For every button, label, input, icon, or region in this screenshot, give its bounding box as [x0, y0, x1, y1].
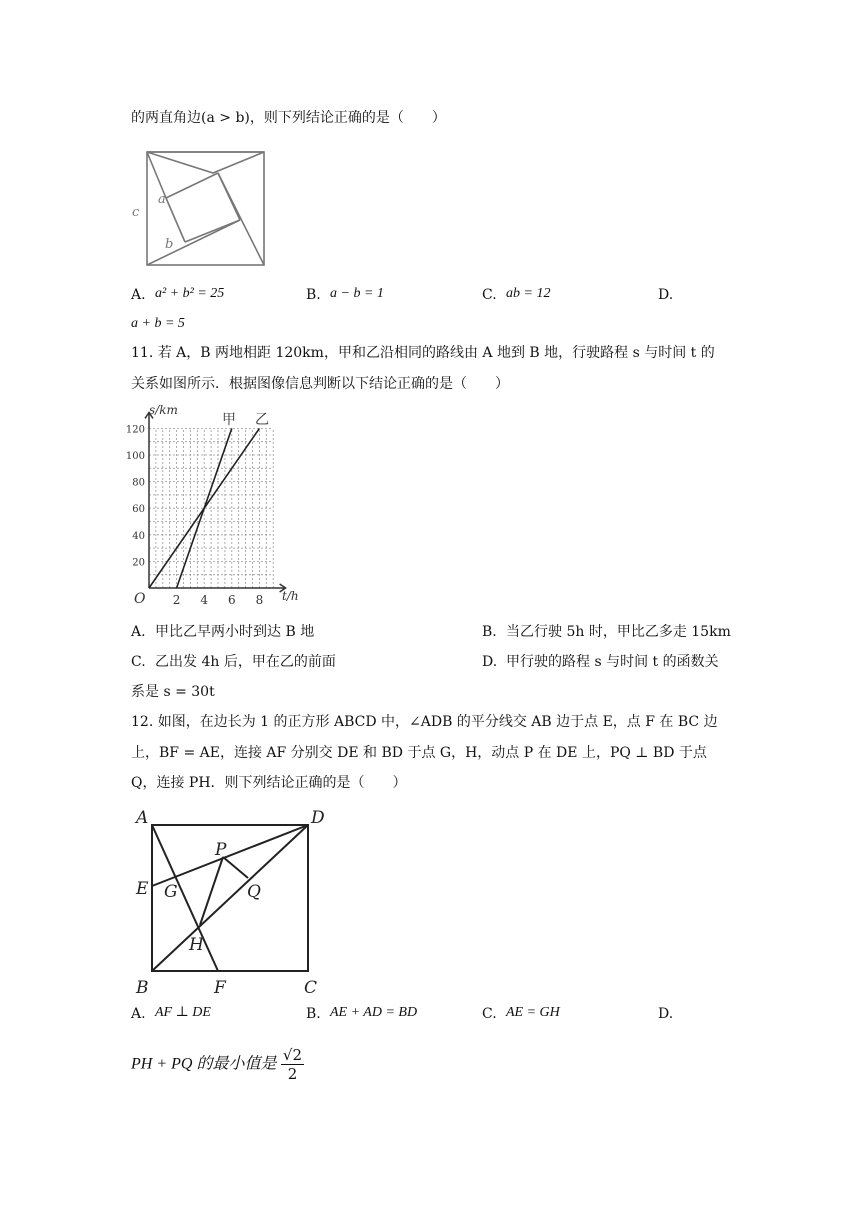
q11-distance-time-chart	[125, 400, 299, 610]
q12-stem-line3: Q，连接 PH．则下列结论正确的是（ ）	[131, 775, 407, 791]
q10-option-c-label: C.	[482, 287, 497, 303]
q10-option-a: a² + b² = 25	[155, 286, 225, 301]
q11-option-b: 当乙行驶 5h 时，甲比乙多走 15km	[506, 624, 731, 640]
y-axis-label: s/km	[149, 403, 178, 417]
x-axis-label: t/h	[282, 589, 299, 603]
label-E: E	[136, 879, 149, 899]
q12-option-d-label: D.	[658, 1006, 674, 1022]
q12-stem-line2: 上，BF = AE，连接 AF 分别交 DE 和 BD 于点 G，H，动点 P 在 DE 上，PQ ⊥ BD 于点	[131, 745, 707, 761]
q12-square-figure	[130, 805, 330, 998]
y-tick-label: 20	[132, 557, 145, 569]
series-yi-label: 乙	[255, 412, 269, 428]
q11-option-d-line1: 甲行驶的路程 s 与时间 t 的函数关	[506, 654, 719, 670]
label-Q: Q	[247, 882, 261, 902]
q10-option-d: a + b = 5	[131, 316, 185, 331]
q11-stem-line1: 11. 若 A，B 两地相距 120km，甲和乙沿相同的路线由 A 地到 B 地，行驶路程 s 与时间 t 的	[131, 345, 715, 361]
label-c: c	[132, 205, 140, 220]
y-tick-label: 80	[132, 477, 145, 489]
label-F: F	[214, 978, 226, 998]
q10-pythagoras-figure	[130, 148, 270, 270]
q10-option-b: a − b = 1	[330, 286, 384, 301]
x-tick-label: 6	[227, 593, 236, 607]
origin-label: O	[134, 591, 146, 607]
q10-option-b-label: B.	[306, 287, 321, 303]
q12-option-a-label: A.	[131, 1006, 146, 1022]
y-tick-label: 120	[125, 424, 145, 436]
q10-stem-tail: 的两直角边(a > b)，则下列结论正确的是（ ）	[131, 110, 446, 126]
q11-option-a: 甲比乙早两小时到达 B 地	[155, 624, 315, 640]
q11-option-d-line2: 系是 s = 30t	[131, 684, 215, 700]
q11-option-b-label: B.	[482, 624, 497, 640]
label-A: A	[136, 808, 149, 828]
q11-option-c: 乙出发 4h 后，甲在乙的前面	[155, 654, 336, 670]
series-jia-label: 甲	[222, 412, 236, 428]
q10-option-d-label: D.	[658, 287, 674, 303]
y-tick-label: 60	[132, 504, 145, 516]
x-tick-label: 2	[172, 593, 181, 607]
label-b: b	[165, 237, 174, 252]
q12-option-a: AF ⊥ DE	[155, 1005, 211, 1020]
label-D: D	[311, 808, 325, 828]
q12-option-d-fraction	[281, 1046, 304, 1083]
label-C: C	[304, 978, 318, 998]
q12-option-b-label: B.	[306, 1006, 321, 1022]
q12-stem-line1: 12. 如图，在边长为 1 的正方形 ABCD 中，∠ADB 的平分线交 AB 边于点 E，点 F 在 BC 边	[131, 714, 718, 730]
x-tick-label: 4	[200, 593, 209, 607]
q12-option-c: AE = GH	[506, 1005, 560, 1020]
q11-stem-line2: 关系如图所示．根据图像信息判断以下结论正确的是（ ）	[131, 376, 509, 392]
fraction-denominator: 2	[287, 1065, 298, 1083]
label-H: H	[189, 935, 204, 955]
label-a: a	[158, 192, 166, 207]
label-G: G	[164, 882, 178, 902]
q12-option-b: AE + AD = BD	[330, 1005, 418, 1020]
x-tick-label: 8	[255, 593, 264, 607]
q11-option-c-label: C.	[131, 654, 146, 670]
label-B: B	[136, 978, 149, 998]
q11-option-d-label: D.	[482, 654, 498, 670]
y-tick-label: 100	[125, 451, 145, 462]
q10-option-c: ab = 12	[506, 286, 551, 301]
label-P: P	[215, 840, 227, 860]
y-tick-label: 40	[132, 530, 145, 542]
q12-option-c-label: C.	[482, 1006, 497, 1022]
q11-option-a-label: A.	[131, 624, 146, 640]
q12-option-d-text: PH + PQ 的最小值是	[131, 1055, 277, 1073]
fraction-numerator: √2	[282, 1046, 303, 1064]
q10-option-a-label: A.	[131, 287, 146, 303]
q12-option-d	[131, 1046, 304, 1083]
